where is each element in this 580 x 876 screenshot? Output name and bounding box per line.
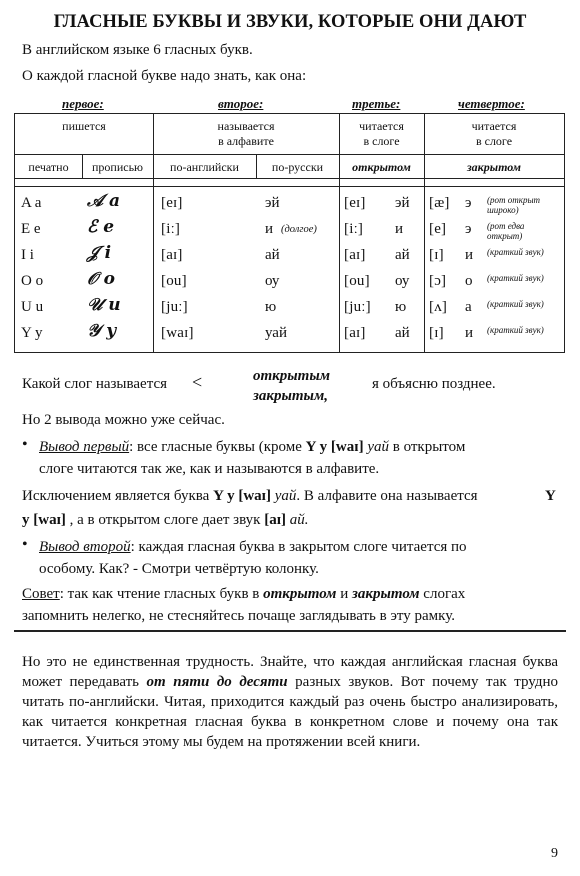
section-divider: [14, 630, 566, 632]
bullet-1: •: [22, 436, 28, 453]
row-script-letter: 𝒥 i: [87, 243, 112, 263]
page-number: 9: [551, 846, 558, 861]
row-name-russian: ай: [265, 247, 280, 263]
row-closed-english: [ɪ]: [429, 325, 444, 341]
row-note: (рот открыт широко): [487, 195, 541, 215]
exception-sound: [aɪ]: [264, 512, 287, 528]
row-name-russian: ю: [265, 299, 277, 315]
row-name-english: [juː]: [161, 299, 188, 315]
advice-line-1: [22, 584, 562, 604]
row-name-english: [aɪ]: [161, 247, 183, 263]
row-open-english: [ou]: [344, 273, 370, 289]
intro-line-1: В английском языке 6 гласных букв.: [22, 42, 253, 58]
exception-ipa: [waɪ]: [238, 488, 271, 504]
exception-text-2: . В алфавите она называется: [296, 488, 478, 504]
exception-letter-y: y: [22, 512, 30, 528]
row-print-letter: A a: [21, 195, 42, 211]
row-open-russian: ай: [395, 325, 410, 341]
group-read-open-2: в слоге: [363, 134, 400, 148]
advice-tail: слогах: [419, 586, 466, 602]
conclusion-1-text: : все гласные буквы (кроме: [129, 439, 306, 455]
group-written: пишется: [62, 119, 106, 133]
conclusion-2-label: Вывод второй: [39, 539, 131, 555]
row-script-letter: 𝒜 a: [87, 191, 121, 211]
advice-and: и: [336, 586, 352, 602]
final-paragraph: [22, 652, 558, 752]
row-open-english: [eɪ]: [344, 195, 366, 211]
syllable-open: открытым: [253, 368, 331, 384]
row-open-english: [iː]: [344, 221, 364, 237]
row-open-english: [aɪ]: [344, 325, 366, 341]
exception-text: Исключением является буква: [22, 488, 214, 504]
final-text-1: Но это не единственная трудность. Знайте, что каждая английская гласная буква может передавать: [22, 654, 558, 690]
row-closed-english: [ʌ]: [429, 299, 448, 315]
row-open-russian: и: [395, 221, 404, 237]
row-note: (краткий звук): [487, 247, 544, 257]
row-name-russian: эй: [265, 195, 280, 211]
sub-print: печатно: [28, 160, 69, 174]
row-print-letter: E e: [21, 221, 41, 237]
row-note: (краткий звук): [487, 299, 544, 309]
row-name-english: [iː]: [161, 221, 181, 237]
row-note: (краткий звук): [487, 273, 544, 283]
conclusion-1-line-1: [39, 437, 559, 457]
syllable-prefix: Какой слог называется: [22, 376, 167, 392]
row-print-letter: U u: [21, 299, 44, 315]
row-name-english: [ou]: [161, 273, 187, 289]
row-note: (рот едва открыт): [487, 221, 525, 241]
sub-script: прописью: [91, 160, 144, 174]
header-second: второе:: [218, 96, 264, 111]
group-read-closed-2: в слоге: [475, 134, 513, 148]
row-print-letter: O o: [21, 273, 44, 289]
exception-ipa-2: [waɪ]: [33, 512, 66, 528]
advice-text: : так как чтение гласных букв в: [59, 586, 264, 602]
row-closed-english: [e]: [429, 221, 447, 237]
row-closed-english: [ɪ]: [429, 247, 444, 263]
row-closed-russian: и: [465, 247, 474, 263]
advice-closed: закрытом: [352, 586, 420, 602]
group-read-open: читается: [359, 119, 404, 133]
row-open-russian: оу: [395, 273, 410, 289]
final-text-2: разных звуков. Вот почему так трудно читать по-английски. Читая, приходится каждый раз очень быстро анализировать, как читается конкретная гласная буква в конкретном слове и почему она так читается. Учиться этому мы будем на протяжении всей книги.: [22, 674, 558, 750]
syllable-bracket: <: [192, 372, 203, 392]
row-name-english: [eɪ]: [161, 195, 183, 211]
advice-open: открытом: [263, 586, 337, 602]
group-read-closed: читается: [471, 119, 517, 133]
row-name-russian: оу: [265, 273, 280, 289]
row-closed-russian: а: [465, 299, 472, 315]
conclusion-1-ipa: [waɪ]: [330, 439, 364, 455]
conclusions-intro: Но 2 вывода можно уже сейчас.: [22, 412, 225, 428]
exception-letter: Y y: [213, 488, 235, 504]
conclusion-1-ru: уай: [367, 439, 389, 455]
row-closed-russian: о: [465, 273, 473, 289]
syllable-closed: закрытым,: [253, 388, 328, 404]
row-closed-russian: э: [465, 195, 472, 211]
row-open-russian: эй: [395, 195, 410, 211]
exception-line-2: [22, 510, 309, 530]
conclusion-1-label: Вывод первый: [39, 439, 130, 455]
row-closed-english: [æ]: [429, 195, 450, 211]
row-note: (краткий звук): [487, 325, 544, 335]
row-closed-russian: э: [465, 221, 472, 237]
row-script-letter: ℰ e: [87, 217, 115, 237]
header-first: первое:: [62, 96, 104, 111]
intro-line-2: О каждой гласной букве надо знать, как она:: [22, 68, 307, 84]
group-named: называется: [217, 119, 275, 133]
final-emphasis: от пяти до десяти: [146, 674, 288, 690]
conclusion-2-text: : каждая гласная буква в закрытом слоге читается по: [130, 539, 467, 555]
header-fourth: четвертое:: [458, 96, 525, 111]
row-script-letter: 𝒪 o: [87, 269, 115, 289]
exception-text-3: , а в открытом слоге дает звук: [65, 512, 265, 528]
conclusion-1-line-2: слоге читаются так же, как и называются в алфавите.: [39, 461, 380, 477]
exception-line-1: [22, 486, 562, 506]
row-open-russian: ю: [395, 299, 407, 315]
exception-letter-Y: Y: [545, 488, 556, 504]
group-named-2: в алфавите: [218, 134, 274, 148]
row-closed-russian: и: [465, 325, 474, 341]
header-third: третье:: [352, 96, 401, 111]
row-open-english: [juː]: [344, 299, 371, 315]
sub-closed: закрытом: [466, 160, 522, 174]
conclusion-2-line-1: [39, 537, 559, 557]
page-title: ГЛАСНЫЕ БУКВЫ И ЗВУКИ, КОТОРЫЕ ОНИ ДАЮТ: [53, 12, 527, 32]
row-script-letter: 𝒴 y: [87, 321, 117, 341]
row-print-letter: I i: [21, 247, 34, 263]
exception-ru-2: ай.: [289, 512, 309, 528]
conclusion-1-letter: Y y: [305, 439, 328, 455]
syllable-suffix: я объясню позднее.: [372, 376, 496, 392]
sub-russian: по-русски: [271, 160, 324, 174]
row-print-letter: Y y: [21, 325, 43, 341]
sub-open: открытом: [352, 160, 411, 174]
row-open-english: [aɪ]: [344, 247, 366, 263]
row-name-note: (долгое): [281, 224, 317, 235]
row-name-english: [waɪ]: [161, 325, 194, 341]
sub-english: по-английски: [170, 160, 239, 174]
row-closed-english: [ɔ]: [429, 273, 447, 289]
bullet-2: •: [22, 536, 28, 553]
advice-line-2: запомнить нелегко, не стесняйтесь почаще заглядывать в эту рамку.: [22, 608, 455, 624]
advice-label: Совет: [22, 586, 60, 602]
vowel-table: [14, 113, 565, 353]
row-name-russian: и: [265, 221, 274, 237]
exception-ru: уай: [274, 488, 297, 504]
row-open-russian: ай: [395, 247, 410, 263]
row-script-letter: 𝒰 u: [87, 295, 121, 315]
conclusion-2-line-2: особому. Как? - Смотри четвёртую колонку.: [39, 561, 319, 577]
row-name-russian: уай: [265, 325, 287, 341]
conclusion-1-tail: в открытом: [388, 439, 466, 455]
